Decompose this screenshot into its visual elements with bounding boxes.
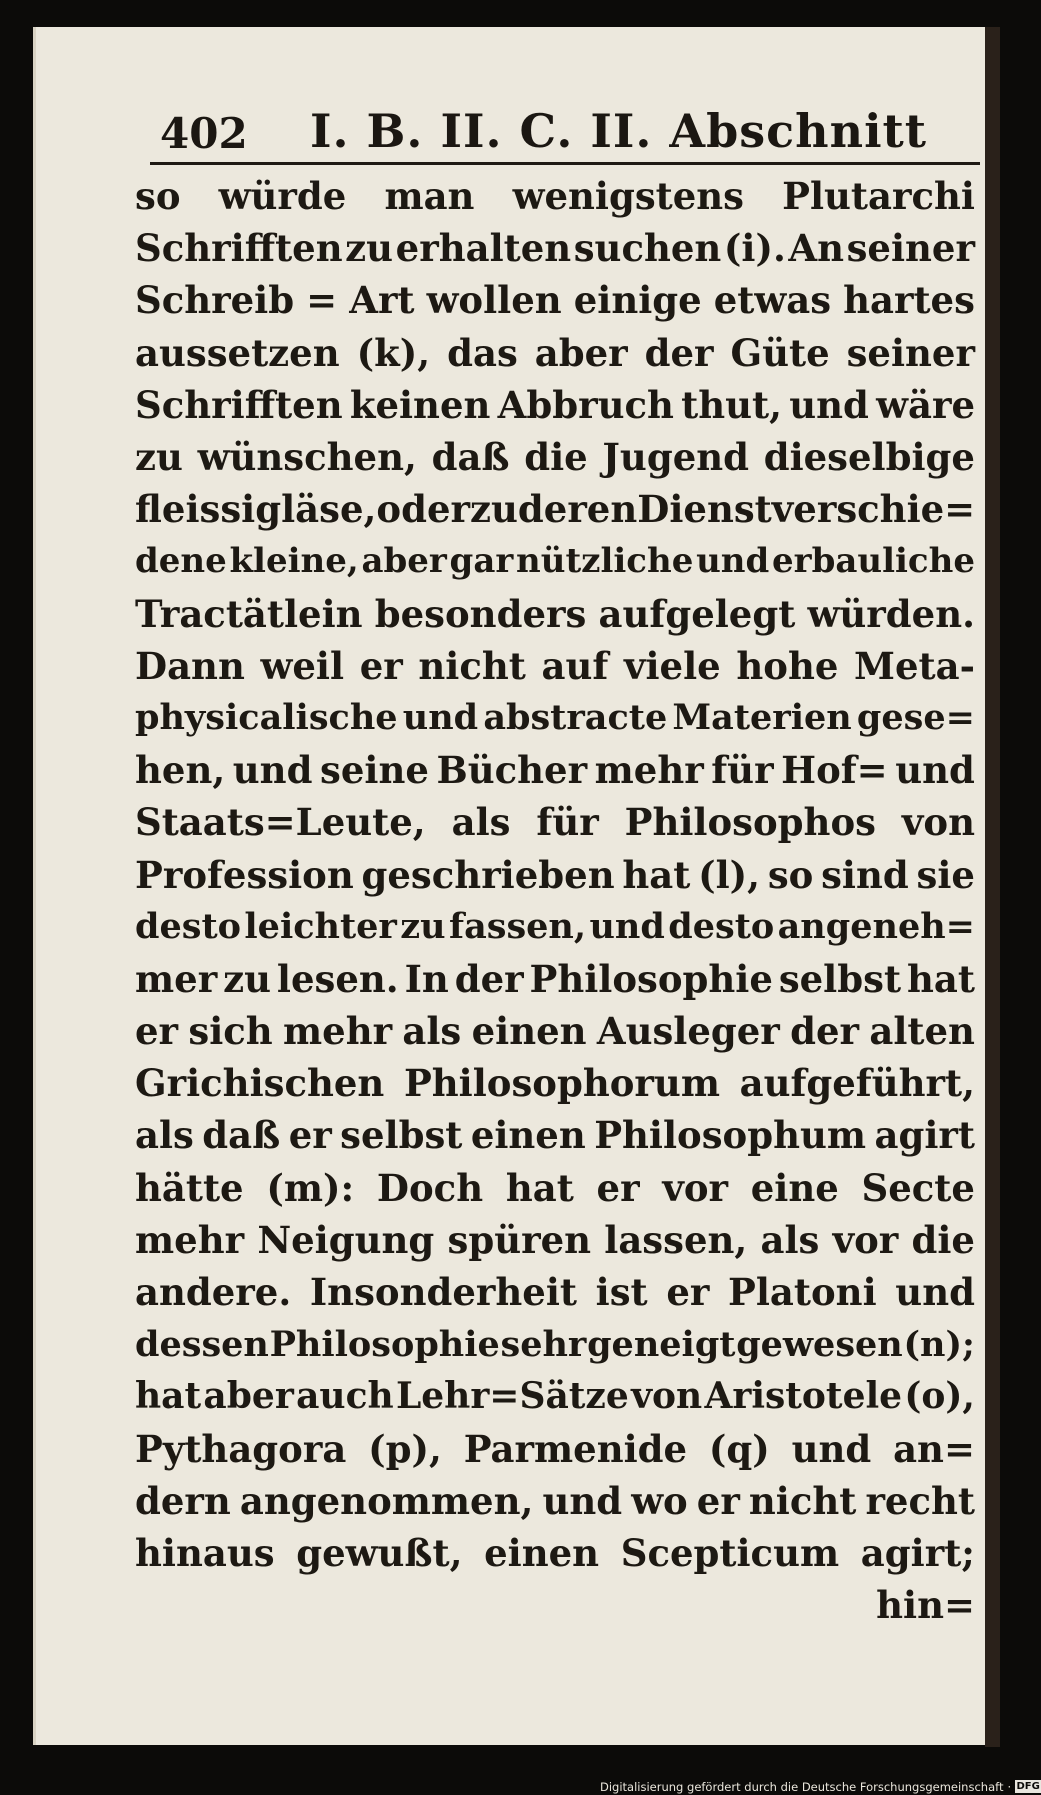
word: und xyxy=(895,748,975,793)
word: lesen. xyxy=(276,956,399,1001)
word: hat xyxy=(622,852,691,897)
word: er xyxy=(596,1165,640,1210)
word: dene xyxy=(135,541,227,582)
word: zu xyxy=(135,435,183,480)
text-line xyxy=(135,431,975,483)
page-edge xyxy=(985,27,1000,1747)
word: mehr xyxy=(283,1009,393,1054)
word: und xyxy=(789,382,869,427)
word: Schreib xyxy=(135,278,295,323)
word: mehr xyxy=(594,748,704,793)
word: selbst xyxy=(778,956,902,1001)
word: er xyxy=(359,643,403,688)
word: oder xyxy=(376,487,470,532)
word: wäre xyxy=(876,382,975,427)
page-number: 402 xyxy=(160,109,248,158)
word: erhalten xyxy=(395,226,572,271)
text-line xyxy=(135,1475,975,1527)
word: und xyxy=(232,748,313,793)
word: sich xyxy=(188,1009,273,1054)
word: er xyxy=(135,1009,179,1054)
word: und xyxy=(895,1270,975,1315)
word: selbst xyxy=(340,1113,463,1158)
word: einen xyxy=(470,1113,586,1158)
text-line xyxy=(135,1318,975,1370)
text-line xyxy=(135,1057,975,1109)
word: sie xyxy=(916,852,975,897)
word: (n); xyxy=(903,1323,975,1365)
word: sind xyxy=(821,852,909,897)
word: suchen xyxy=(573,226,722,271)
text-line xyxy=(135,483,975,535)
word: für xyxy=(536,800,599,845)
text-line xyxy=(135,1423,975,1475)
word: viele xyxy=(624,643,721,688)
word: würden. xyxy=(807,591,975,636)
word: Güte xyxy=(730,330,830,375)
word: aber xyxy=(534,330,628,375)
word: der xyxy=(454,956,524,1001)
word: angeneh= xyxy=(777,906,975,948)
word: spüren xyxy=(447,1217,592,1262)
text-line xyxy=(135,170,975,222)
page-header xyxy=(160,88,980,158)
word: (p), xyxy=(368,1426,442,1471)
word: gar xyxy=(449,541,514,582)
text-line xyxy=(135,327,975,379)
word: wünschen, xyxy=(197,435,417,480)
word: Materien xyxy=(672,697,852,739)
text-line xyxy=(135,379,975,431)
word: hat xyxy=(906,956,975,1001)
text-line xyxy=(135,1370,975,1422)
word: daß xyxy=(431,435,510,480)
word: verschie= xyxy=(771,487,976,532)
word: aber xyxy=(361,541,447,582)
word: (o), xyxy=(904,1375,975,1418)
word: Grichischen xyxy=(135,1061,385,1106)
word: seine xyxy=(320,748,429,793)
word: wo xyxy=(631,1478,688,1523)
word: Hof= xyxy=(781,748,888,793)
word: dieselbige xyxy=(763,435,975,480)
word: hinaus xyxy=(135,1530,275,1575)
text-line xyxy=(135,953,975,1005)
word: Art xyxy=(349,278,415,323)
word: In xyxy=(404,956,449,1001)
word: mehr xyxy=(135,1217,245,1262)
text-line xyxy=(135,1214,975,1266)
word: weil xyxy=(260,643,345,688)
word: (l), xyxy=(698,852,761,897)
word: die xyxy=(524,435,588,480)
word: desto xyxy=(668,906,775,948)
word: mer xyxy=(135,956,218,1001)
word: Pythagora xyxy=(135,1426,347,1471)
word: und xyxy=(589,906,665,948)
word: als xyxy=(135,1113,194,1158)
word: Abbruch xyxy=(497,382,674,427)
word: daß xyxy=(202,1113,281,1158)
word: Philosophorum xyxy=(403,1061,720,1106)
word: zu xyxy=(400,906,446,948)
word: eine xyxy=(750,1165,839,1210)
word: Neigung xyxy=(257,1217,435,1262)
word: = xyxy=(306,278,338,323)
text-line xyxy=(135,535,975,587)
dfg-logo: DFG xyxy=(1016,1781,1040,1792)
word: wollen xyxy=(426,278,562,323)
word: ist xyxy=(595,1270,648,1315)
word: Scepticum xyxy=(620,1530,840,1575)
word: er xyxy=(288,1113,332,1158)
word: gewesen xyxy=(736,1323,903,1365)
word: würde xyxy=(218,174,347,219)
word: Schrifften xyxy=(135,226,343,271)
word: aussetzen xyxy=(135,330,340,375)
text-body xyxy=(135,170,975,1631)
word: nützliche xyxy=(516,541,694,582)
word: erbauliche xyxy=(772,541,975,582)
word: An xyxy=(788,226,845,271)
word: Parmenide xyxy=(463,1426,688,1471)
word: hätte xyxy=(135,1165,244,1210)
word: Staats=Leute, xyxy=(135,800,426,845)
word: auch xyxy=(296,1375,394,1418)
word: und xyxy=(696,541,770,582)
word: Aristotele xyxy=(704,1375,903,1418)
word: hartes xyxy=(843,278,975,323)
credit-separator: · xyxy=(1007,1779,1012,1794)
word: und xyxy=(402,697,479,739)
text-line xyxy=(135,901,975,953)
header-rule xyxy=(150,162,980,165)
text-line xyxy=(135,744,975,796)
text-line xyxy=(135,692,975,744)
word: zu xyxy=(345,226,394,271)
word: sehr xyxy=(500,1323,587,1365)
text-line xyxy=(135,1266,975,1318)
word: wenigstens xyxy=(512,174,745,219)
word: gewußt, xyxy=(296,1530,463,1575)
word: so xyxy=(767,852,814,897)
word: Plutarchi xyxy=(782,174,975,219)
word: physicalische xyxy=(135,697,398,739)
text-line xyxy=(135,1005,975,1057)
word: desto xyxy=(135,906,241,948)
word: agirt xyxy=(874,1113,975,1158)
word: fleissig xyxy=(135,487,282,532)
word: an= xyxy=(893,1426,975,1471)
word: Meta- xyxy=(854,643,975,688)
word: aufgelegt xyxy=(598,591,796,636)
word: hat xyxy=(135,1375,202,1418)
word: geschrieben xyxy=(361,852,615,897)
word: er xyxy=(666,1270,710,1315)
word: Philosophos xyxy=(624,800,876,845)
word: Insonderheit xyxy=(309,1270,577,1315)
word: keinen xyxy=(349,382,491,427)
word: als xyxy=(451,800,511,845)
word: der xyxy=(790,1009,860,1054)
word: von xyxy=(901,800,975,845)
word: aufgeführt, xyxy=(739,1061,975,1106)
word: so xyxy=(135,174,181,219)
word: man xyxy=(384,174,475,219)
word: und xyxy=(791,1426,872,1471)
word: alten xyxy=(869,1009,975,1054)
word: (k), xyxy=(356,330,431,375)
word: einige xyxy=(573,278,702,323)
word: Ausleger xyxy=(596,1009,780,1054)
word: als xyxy=(760,1217,820,1262)
word: einen xyxy=(484,1530,600,1575)
word: deren xyxy=(517,487,638,532)
word: vor xyxy=(832,1217,899,1262)
text-line xyxy=(135,640,975,692)
word: Bücher xyxy=(436,748,588,793)
word: aber xyxy=(203,1375,294,1418)
word: (q) xyxy=(708,1426,770,1471)
text-line xyxy=(135,796,975,848)
word: hohe xyxy=(736,643,839,688)
word: und xyxy=(542,1478,623,1523)
word: der xyxy=(644,330,714,375)
text-line xyxy=(135,1109,975,1161)
text-line xyxy=(135,222,975,274)
word: läse, xyxy=(281,487,377,532)
word: kleine, xyxy=(229,541,359,582)
word: gese= xyxy=(856,697,975,739)
word: Philosophie xyxy=(269,1323,500,1365)
word: dern xyxy=(135,1478,231,1523)
word: Philosophie xyxy=(529,956,773,1001)
word: als xyxy=(402,1009,462,1054)
word: das xyxy=(447,330,518,375)
word: thut, xyxy=(681,382,782,427)
digitization-credit xyxy=(600,1778,1041,1795)
word: auf xyxy=(541,643,609,688)
running-head: I. B. II. C. II. Abschnitt xyxy=(310,104,928,158)
word: Profession xyxy=(135,852,354,897)
word: Secte xyxy=(861,1165,975,1210)
text-line xyxy=(135,588,975,640)
word: zu xyxy=(469,487,518,532)
word: er xyxy=(696,1478,740,1523)
word: agirt; xyxy=(860,1530,975,1575)
word: Philosophum xyxy=(594,1113,867,1158)
word: einen xyxy=(471,1009,587,1054)
word: Lehr=Sätze xyxy=(395,1375,629,1418)
text-line xyxy=(135,848,975,900)
word: seiner xyxy=(846,330,975,375)
word: hat xyxy=(505,1165,574,1210)
word: andere. xyxy=(135,1270,292,1315)
word: Dann xyxy=(135,643,245,688)
word: dessen xyxy=(135,1323,269,1365)
word: für xyxy=(711,748,774,793)
word: zu xyxy=(223,956,272,1001)
catchword: hin= xyxy=(876,1583,975,1628)
word: seiner xyxy=(846,226,975,271)
text-line xyxy=(135,274,975,326)
word: Dienst xyxy=(637,487,772,532)
word: recht xyxy=(865,1478,975,1523)
word: nicht xyxy=(748,1478,857,1523)
word: (m): xyxy=(266,1165,355,1210)
word: fassen, xyxy=(449,906,587,948)
word: von xyxy=(631,1375,703,1418)
word: Jugend xyxy=(602,435,750,480)
word: (i). xyxy=(723,226,786,271)
word: geneigt xyxy=(587,1323,736,1365)
word: besonders xyxy=(374,591,587,636)
word: Platoni xyxy=(728,1270,877,1315)
word: hen, xyxy=(135,748,226,793)
credit-text: Digitalisierung gefördert durch die Deutsche Forschungsgemeinschaft xyxy=(600,1779,1004,1794)
word: angenommen, xyxy=(239,1478,534,1523)
word: lassen, xyxy=(604,1217,748,1262)
word: Schrifften xyxy=(135,382,343,427)
word: nicht xyxy=(418,643,526,688)
word: leichter xyxy=(244,906,397,948)
text-line xyxy=(135,1527,975,1579)
text-line xyxy=(135,1162,975,1214)
word: die xyxy=(911,1217,975,1262)
word: vor xyxy=(662,1165,728,1210)
word: Doch xyxy=(376,1165,484,1210)
word: abstracte xyxy=(483,697,668,739)
word: Tractätlein xyxy=(135,591,363,636)
word: etwas xyxy=(713,278,832,323)
